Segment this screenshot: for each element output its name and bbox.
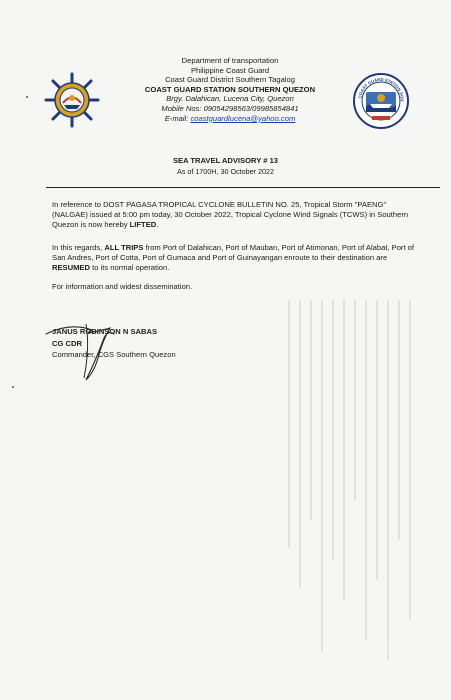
signatory-rank: CG CDR [52,338,82,348]
paragraph-reference [52,200,418,231]
email-link[interactable]: coastguardlucena@yahoo.com [190,113,296,123]
p2-all-trips: ALL TRIPS [104,243,144,252]
signatory-position: Commander, CGS Southern Quezon [52,350,176,359]
header-line-pcg: Philippine Coast Guard [190,65,270,75]
seal-text: COAST GUARD STATION SOU [357,76,406,102]
p2-text-mid: from Port of Dalahican, Port of Mauban, Port of Atimonan, Port of Alabat, Port of San Andres, Port of Cotta, Port of Gumaca and Port of Guinayangan enroute to their destination are [52,243,415,263]
header-address: Brgy. Dalahican, Lucena City, Quezon [166,94,294,104]
header-line-dotr: Department of transportation [181,56,279,65]
speck [12,386,14,388]
header-line-district: Coast Guard District Southern Tagalog [165,75,295,85]
station-seal [352,72,410,130]
advisory-title: SEA TRAVEL ADVISORY # 13 [172,156,279,165]
handwritten-signature [40,308,150,384]
speck [26,96,28,98]
advisory-date: As of 1700H, 30 October 2022 [176,167,275,176]
p2-text-start: In this regards, [52,243,105,252]
header-divider [46,187,440,188]
p1-lifted: LIFTED [129,220,157,230]
header-mobile: Mobile Nos: 09054298563/09985854841 [161,103,299,113]
header-station: COAST GUARD STATION SOUTHERN QUEZON [144,84,316,94]
pcg-logo [44,72,100,128]
p1-text: In reference to DOST PAGASA TROPICAL CYCLONE BULLETIN NO. 25, Tropical Storm "PAENG" (NALGAE) issued at 5:00 pm today, 30 October 2022, Tropical Cyclone Wind Signals (TCWS) in Southern Quezon is now hereby [52,200,409,230]
p2-text-end: to its normal operation. [89,263,170,273]
p2-resumed: RESUMED [52,263,90,273]
header-email [110,114,350,124]
paragraph-dissemination: For information and widest dissemination. [52,282,193,291]
paragraph-trips [52,243,418,274]
email-label: E-mail: [164,113,191,123]
letterhead [110,56,350,123]
signatory-name: JANUS ROBINSON N SABAS [52,327,158,336]
p1-end: . [156,220,159,230]
